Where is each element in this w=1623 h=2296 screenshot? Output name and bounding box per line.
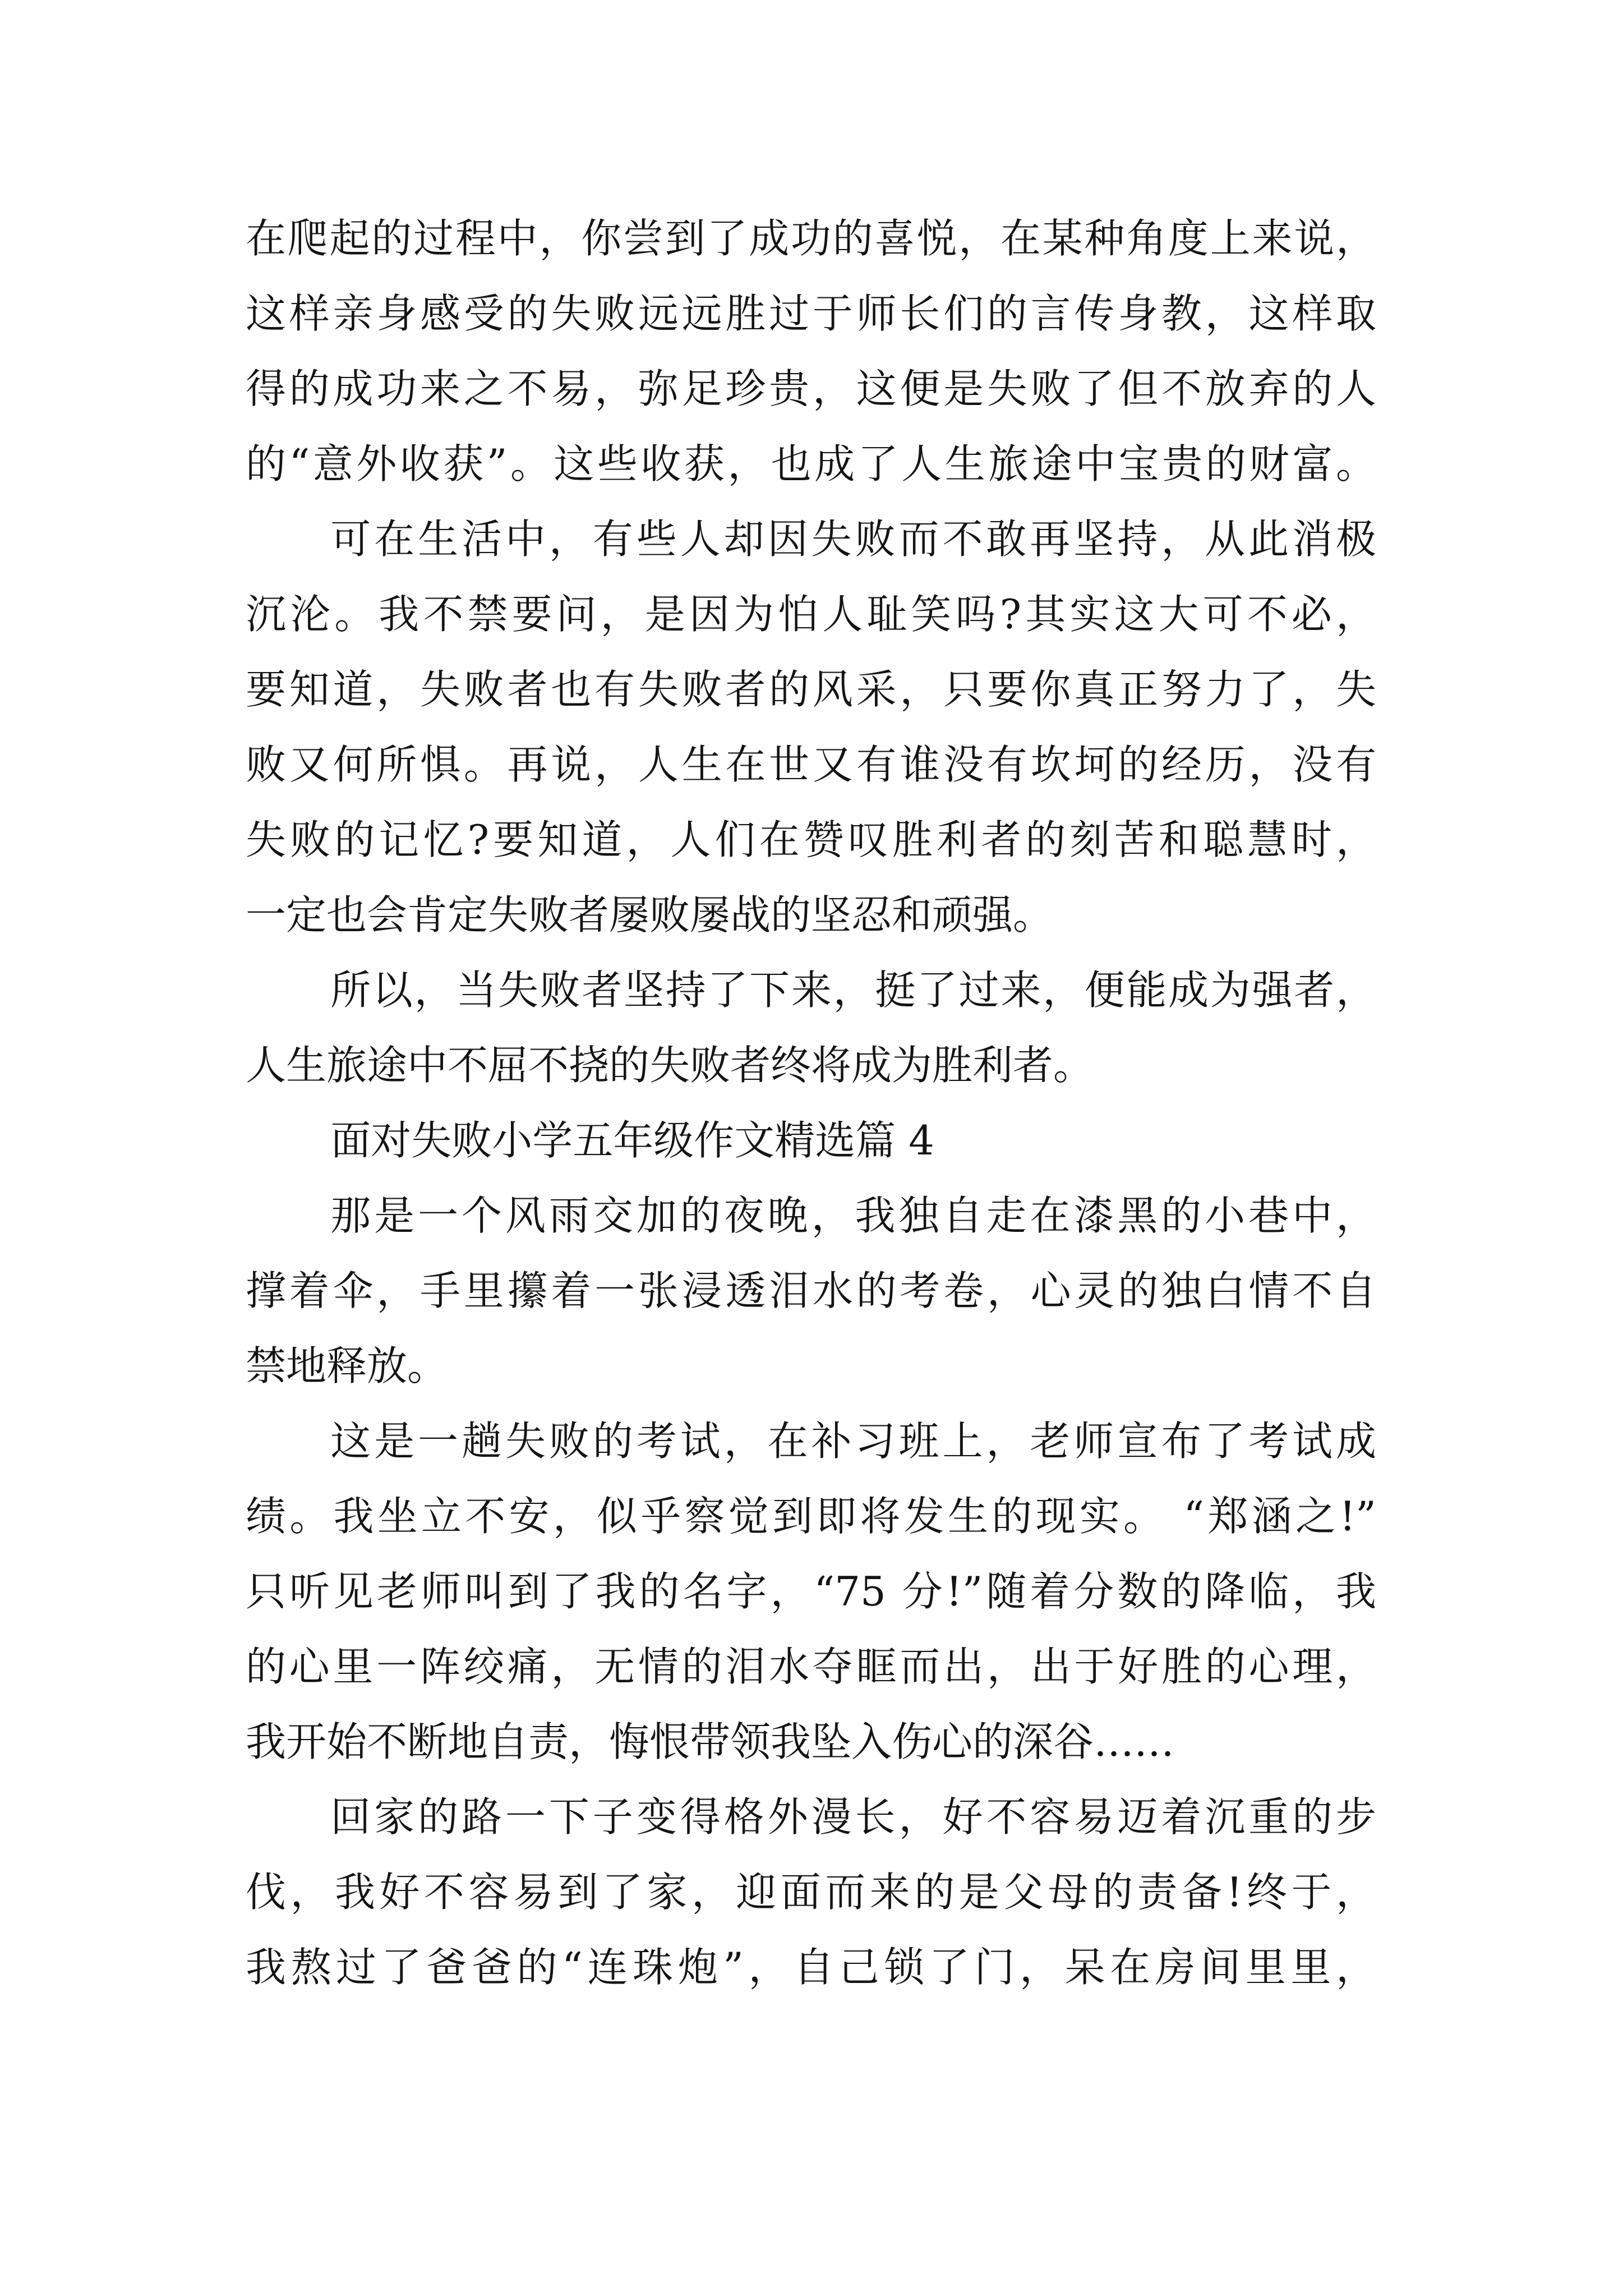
text-line: 在爬起的过程中，你尝到了成功的喜悦，在某种角度上来说， — [246, 215, 1376, 262]
paragraph-last-line: 我开始不断地自责，悔恨带领我坠入伤心的深谷…… — [246, 1718, 1175, 1765]
paragraph-first-line: 所以，当失败者坚持了下来，挺了过来，便能成为强者， — [330, 967, 1376, 1014]
text-line: 我熬过了爸爸的“连珠炮”，自己锁了门，呆在房间里里， — [246, 1944, 1376, 1991]
paragraph-first-line: 可在生活中，有些人却因失败而不敢再坚持，从此消极 — [330, 516, 1376, 563]
text-line: 这样亲身感受的失败远远胜过于师长们的言传身教，这样取 — [246, 290, 1376, 337]
paragraph-first-line: 这是一趟失败的考试，在补习班上，老师宣布了考试成 — [330, 1418, 1376, 1465]
paragraph-first-line: 那是一个风雨交加的夜晚，我独自走在漆黑的小巷中， — [330, 1192, 1376, 1239]
text-line: 得的成功来之不易，弥足珍贵，这便是失败了但不放弃的人 — [246, 365, 1376, 412]
paragraph-last-line: 一定也会肯定失败者屡败屡战的坚忍和顽强。 — [246, 891, 1054, 938]
paragraph-first-line: 回家的路一下子变得格外漫长，好不容易迈着沉重的步 — [330, 1793, 1376, 1841]
text-line: 要知道，失败者也有失败者的风采，只要你真正努力了，失 — [246, 666, 1376, 713]
text-line: 绩。我坐立不安，似乎察觉到即将发生的现实。 “郑涵之!” — [246, 1493, 1376, 1540]
text-line: 只听见老师叫到了我的名字，“75 分!”随着分数的降临，我 — [246, 1568, 1376, 1615]
text-line: 失败的记忆?要知道，人们在赞叹胜利者的刻苦和聪慧时， — [246, 816, 1376, 863]
paragraph-last-line: 禁地释放。 — [246, 1342, 448, 1389]
text-line: 的“意外收获”。这些收获，也成了人生旅途中宝贵的财富。 — [246, 440, 1376, 487]
section-heading: 面对失败小学五年级作文精选篇 4 — [330, 1117, 934, 1164]
text-line: 败又何所惧。再说，人生在世又有谁没有坎坷的经历，没有 — [246, 741, 1376, 788]
text-line: 撑着伞，手里攥着一张浸透泪水的考卷，心灵的独白情不自 — [246, 1267, 1376, 1314]
text-line: 沉沦。我不禁要问，是因为怕人耻笑吗?其实这大可不必， — [246, 591, 1376, 638]
body-text — [246, 201, 1376, 2005]
text-line: 伐，我好不容易到了家，迎面而来的是父母的责备!终于， — [246, 1869, 1376, 1916]
paragraph-last-line: 人生旅途中不屈不挠的失败者终将成为胜利者。 — [246, 1042, 1094, 1089]
text-line: 的心里一阵绞痛，无情的泪水夺眶而出，出于好胜的心理， — [246, 1643, 1376, 1690]
